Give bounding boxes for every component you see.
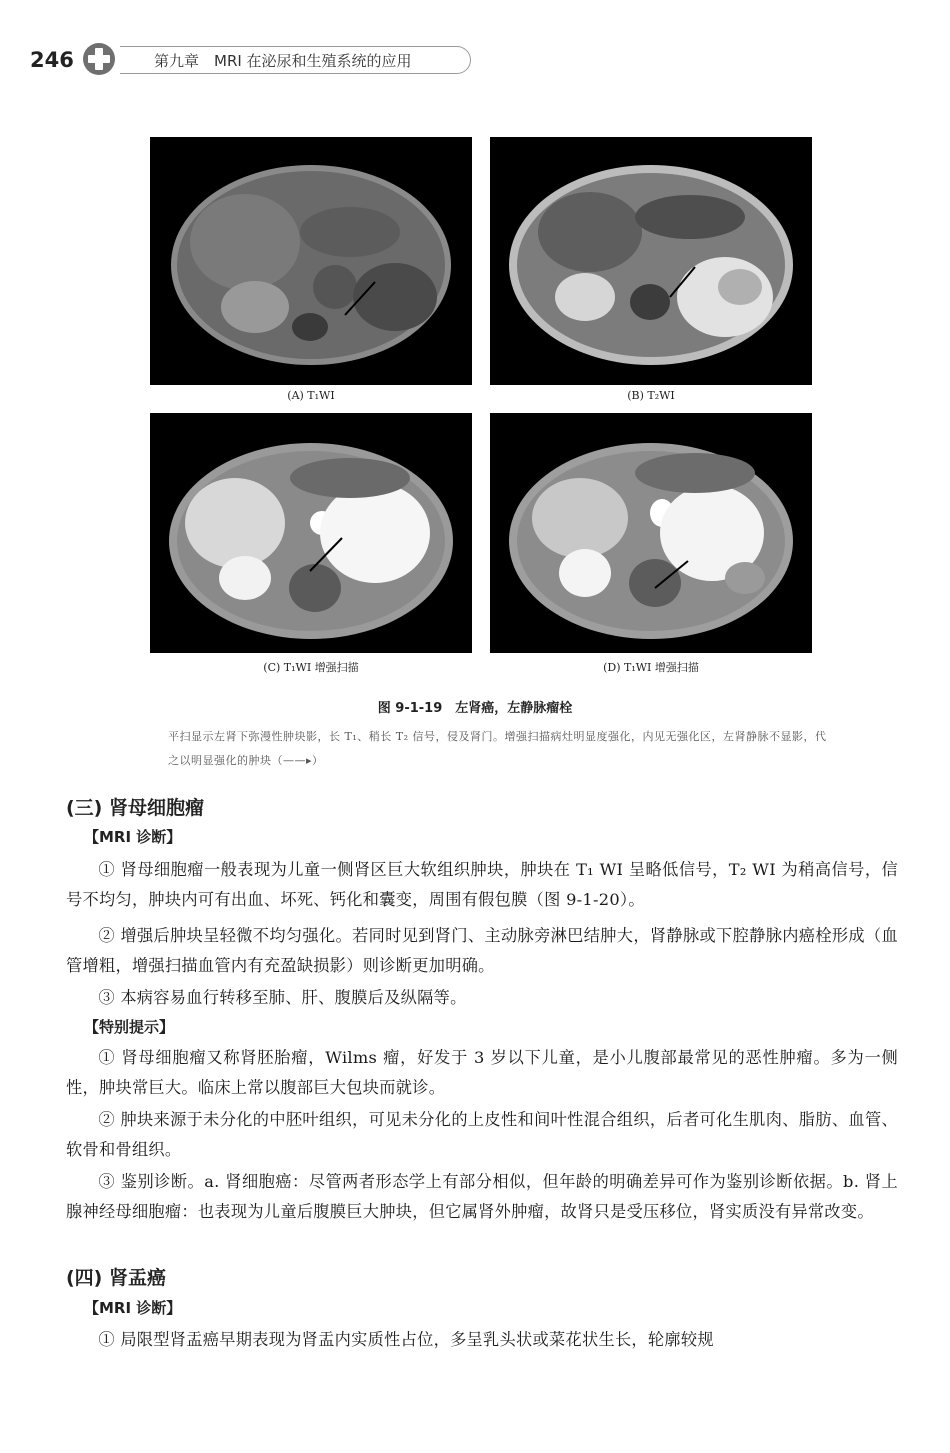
chapter-title: 第九章 MRI 在泌尿和生殖系统的应用 [154, 52, 412, 70]
paragraph: ② 增强后肿块呈轻微不均匀强化。若同时见到肾门、主动脉旁淋巴结肿大，肾静脉或下腔静脉内癌栓形成（血管增粗，增强扫描血管内有充盈缺损影）则诊断更加明确。 [66, 926, 898, 975]
mri-panel-c [150, 413, 472, 653]
panel-c-label: (C) T₁WI 增强扫描 [263, 661, 359, 674]
page-number: 246 [30, 48, 74, 72]
mri-panel-b [490, 137, 812, 385]
paragraph: ③ 鉴别诊断。a. 肾细胞癌：尽管两者形态学上有部分相似，但年龄的明确差异可作为鉴别诊断依据。b. 肾上腺神经母细胞瘤：也表现为儿童后腹膜巨大肿块，但它属肾外肿瘤，故肾只是受压移位，肾实质没有异常改变。 [66, 1172, 898, 1221]
panel-b-label: (B) T₂WI [627, 389, 675, 402]
paragraph: ① 肾母细胞瘤又称肾胚胎瘤，Wilms 瘤，好发于 3 岁以下儿童，是小儿腹部最常见的恶性肿瘤。多为一侧性，肿块常巨大。临床上常以腹部巨大包块而就诊。 [66, 1048, 898, 1097]
subhead-special-tip: 【特别提示】 [84, 1018, 175, 1036]
paragraph: ① 局限型肾盂癌早期表现为肾盂内实质性占位，多呈乳头状或菜花状生长，轮廓较规 [98, 1330, 714, 1349]
panel-a-label: (A) T₁WI [287, 389, 335, 402]
paragraph: ① 肾母细胞瘤一般表现为儿童一侧肾区巨大软组织肿块，肿块在 T₁ WI 呈略低信号，T₂ WI 为稍高信号，信号不均匀，肿块内可有出血、坏死、钙化和囊变，周围有假包膜（图 9-1-20）。 [66, 860, 898, 909]
panel-d-label: (D) T₁WI 增强扫描 [603, 661, 699, 674]
running-header [30, 40, 450, 80]
figure-caption: 平扫显示左肾下弥漫性肿块影，长 T₁、稍长 T₂ 信号，侵及肾门。增强扫描病灶明显度强化，内见无强化区，左肾静脉不显影，代之以明显强化的肿块（——▸） [168, 730, 827, 767]
paragraph: ② 肿块来源于未分化的中胚叶组织，可见未分化的上皮性和间叶性混合组织，后者可化生肌肉、脂肪、血管、软骨和骨组织。 [66, 1110, 898, 1159]
section-title-renal-pelvis: (四) 肾盂癌 [66, 1267, 166, 1289]
subhead-mri-diagnosis: 【MRI 诊断】 [84, 1299, 182, 1317]
mri-panel-a [150, 137, 472, 385]
subhead-mri-diagnosis: 【MRI 诊断】 [84, 828, 182, 846]
medical-cross-icon [82, 42, 116, 76]
section-title-wilms: (三) 肾母细胞瘤 [66, 797, 204, 819]
figure-title: 图 9-1-19 左肾癌，左静脉瘤栓 [377, 701, 573, 716]
paragraph: ③ 本病容易血行转移至肺、肝、腹膜后及纵隔等。 [98, 988, 467, 1007]
mri-panel-d [490, 413, 812, 653]
